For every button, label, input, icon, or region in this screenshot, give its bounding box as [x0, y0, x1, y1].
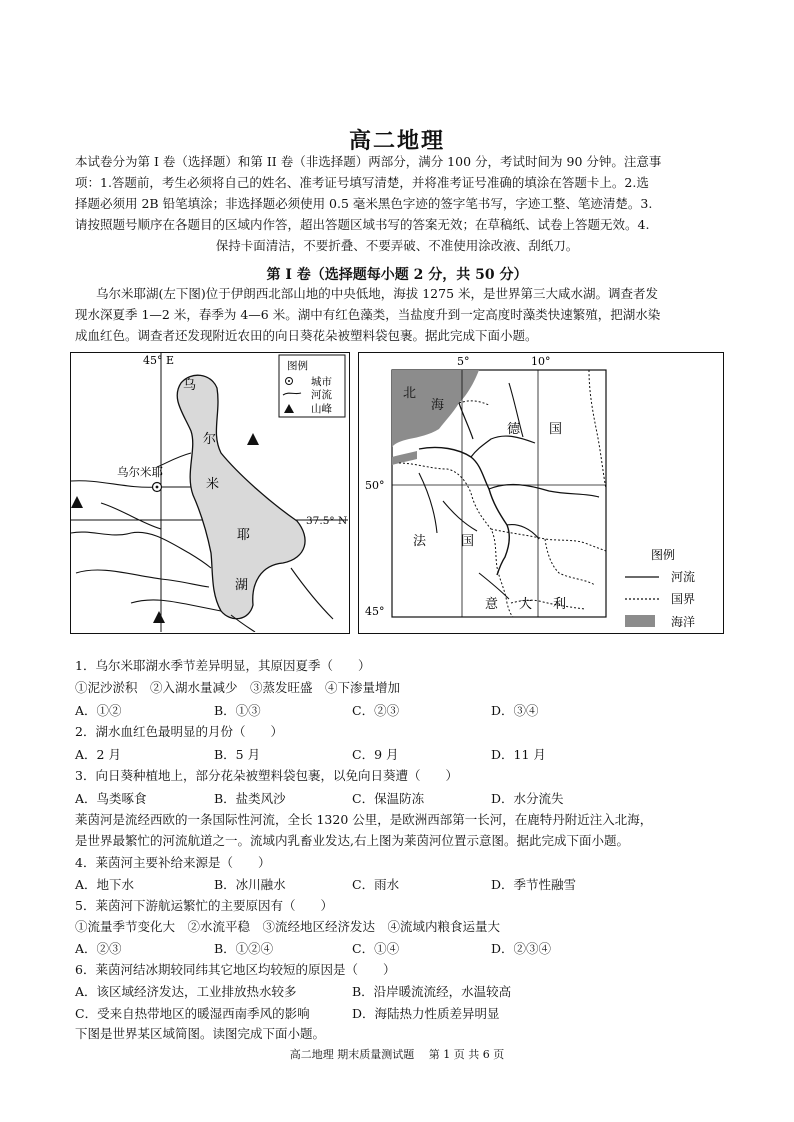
legend-item: 国界: [671, 592, 696, 606]
river: [71, 532, 211, 568]
legend-item: 山峰: [311, 403, 332, 415]
option[interactable]: A．该区域经济发达，工业排放热水较多: [75, 984, 297, 999]
rhine-map: [358, 352, 724, 634]
lake-urmia-svg: [71, 353, 348, 632]
option[interactable]: A．②③: [75, 941, 122, 956]
mountain-peak: [71, 496, 83, 508]
lake-char: 湖: [235, 578, 249, 593]
lat-label: 50°: [365, 479, 385, 492]
lake-char: 尔: [203, 432, 217, 447]
question-5-items: ①流量季节变化大 ②水流平稳 ③流经地区经济发达 ④流域内粮食运量大: [75, 919, 501, 934]
lon-label: 45° E: [143, 354, 175, 367]
question-1: 1．乌尔米耶湖水季节差异明显，其原因夏季（ ）: [75, 658, 371, 673]
river: [101, 503, 161, 529]
river: [71, 481, 191, 488]
option[interactable]: D．③④: [491, 703, 539, 718]
river: [507, 525, 539, 539]
intro-line: 下图是世界某区域简图。读图完成下面小题。: [75, 1026, 326, 1041]
river: [471, 436, 535, 457]
option[interactable]: B．冰川融水: [214, 877, 286, 892]
option[interactable]: B．①②④: [214, 941, 274, 956]
option[interactable]: D．②③④: [491, 941, 552, 956]
section-title: 第 I 卷（选择题每小题 2 分，共 50 分）: [266, 267, 528, 283]
river: [459, 403, 473, 439]
country-char: 国: [461, 534, 475, 549]
country-char: 利: [553, 597, 567, 612]
sea-char: 海: [431, 398, 445, 413]
option[interactable]: B．盐类风沙: [214, 791, 286, 806]
option[interactable]: A．①②: [75, 703, 122, 718]
option[interactable]: C．受来自热带地区的暖湿西南季风的影响: [75, 1006, 310, 1021]
city-symbol-center: [156, 486, 159, 489]
river: [443, 501, 477, 531]
lake-char: 乌: [183, 378, 197, 393]
question-6: 6．莱茵河结冰期较同纬其它地区均较短的原因是（ ）: [75, 962, 396, 977]
instruction-line: 保持卡面清洁，不要折叠、不要弄破、不准使用涂改液、刮纸刀。: [215, 238, 579, 253]
legend-title: 图例: [651, 548, 676, 562]
rhine-svg: [359, 353, 722, 632]
option[interactable]: A．地下水: [75, 877, 135, 892]
intro-line: 乌尔米耶湖(左下图)位于伊朗西北部山地的中央低地，海拔 1275 米，是世界第三大咸水湖。调查者发: [96, 286, 659, 301]
option[interactable]: D．季节性融雪: [491, 877, 577, 892]
question-4: 4．莱茵河主要补给来源是（ ）: [75, 855, 271, 870]
sea-icon: [625, 615, 655, 627]
instruction-line: 择题必须用 2B 铅笔填涂；非选择题必须使用 0.5 毫米黑色字迹的签字笔书写，字迹工整、笔迹清楚。3.: [75, 196, 653, 211]
legend-item: 河流: [311, 389, 332, 401]
river: [291, 568, 333, 619]
city-icon-center: [288, 380, 290, 382]
instruction-line: 项：1.答题前，考生必须将自己的姓名、准考证号填写清楚，并将准考证号准确的填涂在答题卡上。2.选: [75, 175, 649, 190]
option[interactable]: B．沿岸暖流流经，水温较高: [352, 984, 512, 999]
country-char: 大: [519, 597, 533, 612]
mountain-peak: [153, 611, 165, 623]
page-title: 高二地理: [348, 128, 445, 154]
option[interactable]: B．①③: [214, 703, 261, 718]
page-footer: 高二地理 期末质量测试题 第 1 页 共 6 页: [289, 1048, 505, 1061]
lake-char: 耶: [237, 528, 251, 543]
legend-item: 海洋: [671, 615, 696, 629]
border: [545, 539, 595, 585]
river: [489, 485, 599, 497]
question-3: 3．向日葵种植地上，部分花朵被塑料袋包裹，以免向日葵遭（ ）: [75, 768, 458, 783]
question-2: 2．湖水血红色最明显的月份（ ）: [75, 724, 283, 739]
river: [76, 570, 209, 587]
border: [589, 370, 606, 489]
top-label: 5°: [457, 355, 470, 368]
city-label: 乌尔米耶: [117, 465, 163, 479]
top-label: 10°: [531, 355, 551, 368]
option[interactable]: B．5 月: [214, 747, 261, 762]
intro-line: 成血红色。调查者还发现附近农田的向日葵花朵被塑料袋包裹。据此完成下面小题。: [75, 328, 538, 343]
border: [459, 401, 489, 405]
option[interactable]: D．海陆热力性质差异明显: [352, 1006, 500, 1021]
option[interactable]: A．鸟类啄食: [75, 791, 147, 806]
option[interactable]: C．9 月: [352, 747, 399, 762]
intro-line: 是世界最繁忙的河流航道之一。流域内乳畜业发达,右上图为莱茵河位置示意图。据此完成下面小题。: [75, 833, 629, 848]
option[interactable]: D．水分流失: [491, 791, 564, 806]
option[interactable]: C．保温防冻: [352, 791, 425, 806]
option[interactable]: C．②③: [352, 703, 400, 718]
lat-label: 37.5° N: [306, 515, 348, 527]
legend-item: 河流: [671, 570, 696, 584]
river: [479, 573, 509, 599]
instruction-line: 请按照题号顺序在各题目的区域内作答，超出答题区域书写的答案无效；在草稿纸、试卷上答题无效。4.: [75, 217, 650, 232]
country-char: 法: [413, 534, 427, 549]
river: [131, 600, 221, 611]
legend-item: 城市: [311, 376, 332, 388]
question-5: 5．莱茵河下游航运繁忙的主要原因有（ ）: [75, 898, 333, 913]
option[interactable]: D．11 月: [491, 747, 546, 762]
option[interactable]: A．2 月: [75, 747, 121, 762]
intro-line: 莱茵河是流经西欧的一条国际性河流，全长 1320 公里，是欧洲西部第一长河，在鹿特丹附近注入北海，: [75, 812, 653, 827]
country-char: 德: [507, 422, 521, 437]
intro-line: 现水深夏季 1—2 米，春季为 4—6 米。湖中有红色藻类，当盐度升到一定高度时藻类快速繁殖，把湖水染: [75, 307, 661, 322]
option[interactable]: C．①④: [352, 941, 400, 956]
river: [419, 473, 437, 533]
option[interactable]: C．雨水: [352, 877, 400, 892]
lake-char: 米: [206, 477, 220, 492]
legend-title: 图例: [287, 360, 308, 372]
mountain-peak: [247, 433, 259, 445]
lat-label: 45°: [365, 605, 385, 618]
lake-urmia-map: [70, 352, 350, 634]
question-1-items: ①泥沙淤积 ②入湖水量减少 ③蒸发旺盛 ④下渗量增加: [75, 680, 401, 695]
country-char: 意: [485, 597, 499, 612]
instruction-line: 本试卷分为第 I 卷（选择题）和第 II 卷（非选择题）两部分，满分 100 分，考试时间为 90 分钟。注意事: [75, 154, 662, 169]
country-char: 国: [549, 422, 563, 437]
sea-char: 北: [403, 386, 417, 401]
